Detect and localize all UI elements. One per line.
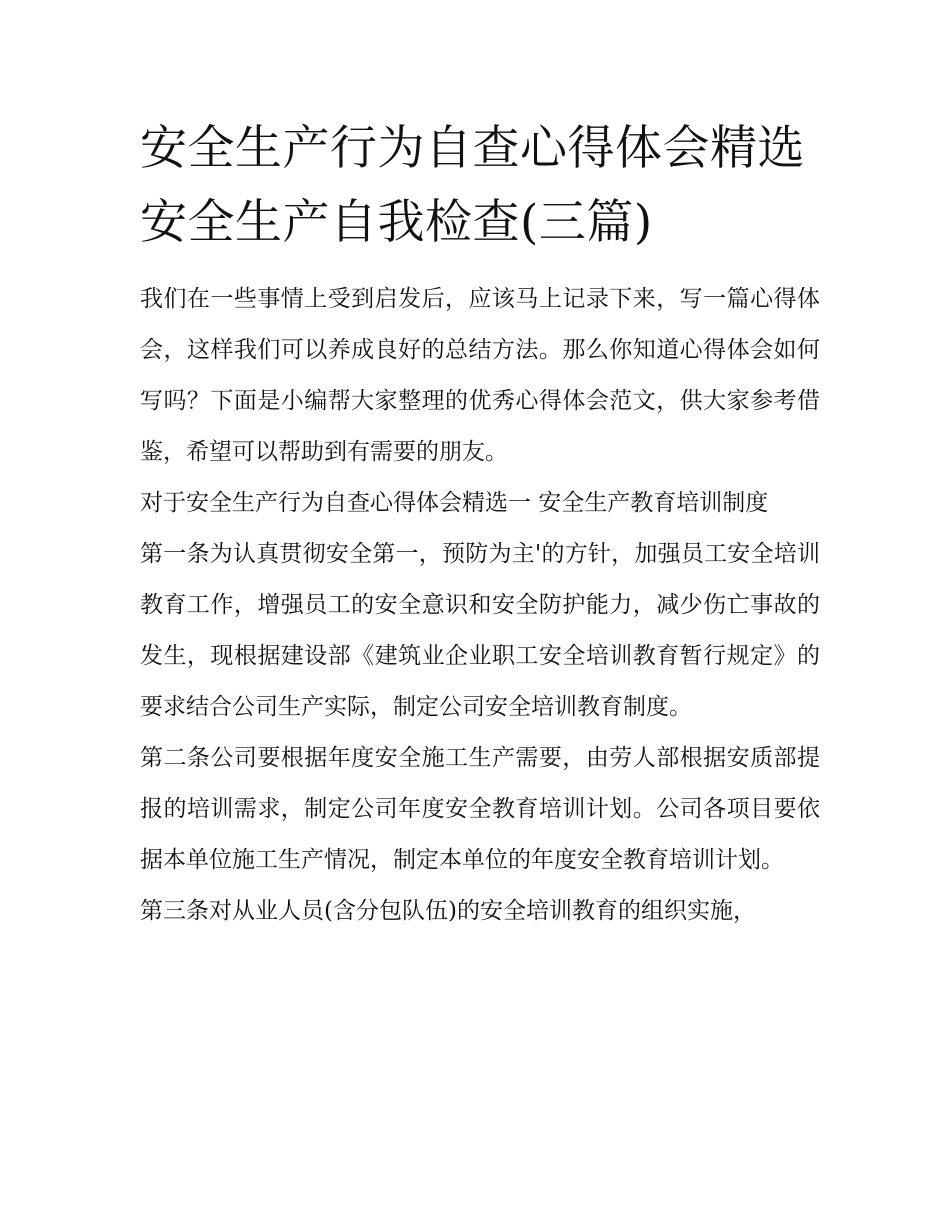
intro-paragraph: 我们在一些事情上受到启发后，应该马上记录下来，写一篇心得体会，这样我们可以养成良好的总结方法。那么你知道心得体会如何写吗？下面是小编帮大家整理的优秀心得体会范文，供大家参考借鉴，希望可以帮助到有需要的朋友。 [140,286,820,465]
article-one-paragraph: 第一条为认真贯彻安全第一，预防为主'的方针，加强员工安全培训教育工作，增强员工的安全意识和安全防护能力，减少伤亡事故的发生，现根据建设部《建筑业企业职工安全培训教育暂行规定》的要求结合公司生产实际，制定公司安全培训教育制度。 [140,541,820,720]
article-three-paragraph: 第三条对从业人员(含分包队伍)的安全培训教育的组织实施， [140,898,756,924]
section-heading: 对于安全生产行为自查心得体会精选一 安全生产教育培训制度 [140,490,769,516]
article-two-paragraph: 第二条公司要根据年度安全施工生产需要，由劳人部根据安质部提报的培训需求，制定公司年度安全教育培训计划。公司各项目要依据本单位施工生产情况，制定本单位的年度安全教育培训计划。 [140,745,820,873]
document-title: 安全生产行为自查心得体会精选 安全生产自我检查(三篇) [140,121,805,250]
document-body [140,112,820,937]
